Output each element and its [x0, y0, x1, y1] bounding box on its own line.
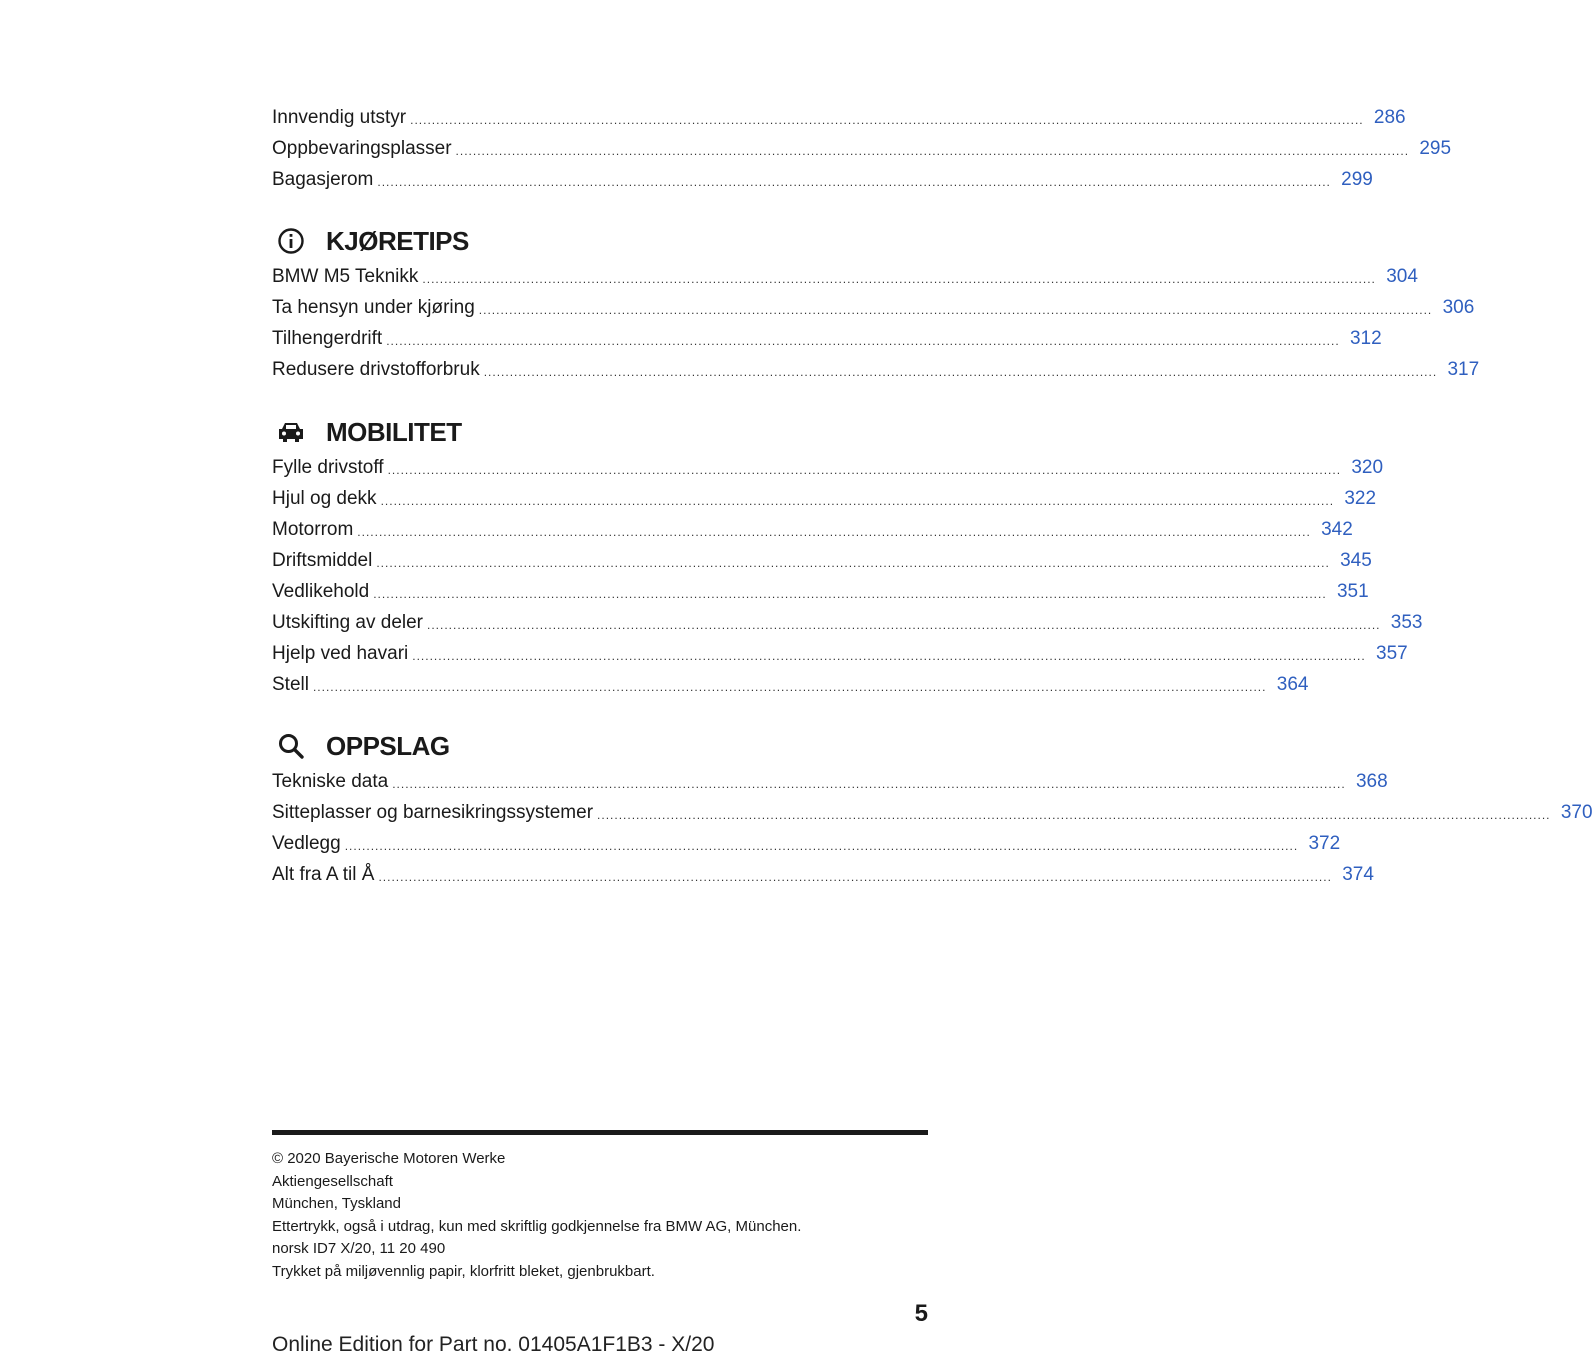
- toc-entry[interactable]: [272, 769, 1388, 795]
- toc-entry-page-link[interactable]: 372: [1308, 833, 1341, 854]
- toc-entry-title: Vedlegg: [272, 833, 341, 854]
- toc-entry-title: Oppbevaringsplasser: [272, 138, 452, 159]
- footer-edition: Online Edition for Part no. 01405A1F1B3 - X/20: [272, 1333, 715, 1356]
- section-title: MOBILITET: [326, 416, 462, 447]
- toc-entry-title: Bagasjerom: [272, 169, 374, 190]
- dot-leader: ............................................................................................................................................................................................................................: [422, 272, 1376, 286]
- toc-entry-title: Hjul og dekk: [272, 488, 377, 509]
- toc-entry-title: Sitteplasser og barnesikringssystemer: [272, 802, 594, 823]
- toc-entry-title: Vedlikehold: [272, 581, 370, 602]
- dot-leader: ............................................................................................................................................................................................................................: [410, 113, 1364, 127]
- imprint-line: München, Tyskland: [272, 1195, 401, 1212]
- dot-leader: ............................................................................................................................................................................................................................: [380, 494, 1335, 508]
- imprint-line: © 2020 Bayerische Motoren Werke: [272, 1150, 506, 1167]
- dot-leader: ............................................................................................................................................................................................................................: [377, 175, 1331, 189]
- toc-entry-title: BMW M5 Teknikk: [272, 266, 419, 287]
- imprint-line: Aktiengesellschaft: [272, 1172, 393, 1190]
- toc-entry[interactable]: [272, 264, 1418, 290]
- section-title: KJØRETIPS: [326, 225, 469, 256]
- toc-entry-page-link[interactable]: 364: [1276, 674, 1309, 695]
- section-heading: [272, 414, 462, 450]
- toc-entry-page-link[interactable]: 370: [1560, 802, 1593, 823]
- toc-entry-page-link[interactable]: 345: [1340, 550, 1372, 571]
- toc-entry[interactable]: [272, 548, 1372, 574]
- toc-entry-page-link[interactable]: 374: [1342, 864, 1374, 885]
- toc-entry[interactable]: [272, 295, 1475, 321]
- car-icon: [276, 417, 306, 447]
- toc-entry-page-link[interactable]: 342: [1321, 519, 1353, 540]
- toc-entry[interactable]: [272, 105, 1406, 131]
- toc-entry-title: Utskifting av deler: [272, 612, 424, 633]
- toc-entry-title: Ta hensyn under kjøring: [272, 297, 475, 318]
- toc-entry[interactable]: [272, 641, 1408, 667]
- dot-leader: ............................................................................................................................................................................................................................: [373, 587, 1327, 601]
- dot-leader: ............................................................................................................................................................................................................................: [357, 525, 1311, 539]
- dot-leader: ............................................................................................................................................................................................................................: [455, 144, 1410, 158]
- toc-entry-page-link[interactable]: 312: [1349, 328, 1382, 349]
- toc-entry[interactable]: [272, 579, 1369, 605]
- toc-entry-title: Innvendig utstyr: [272, 107, 407, 128]
- dot-leader: ............................................................................................................................................................................................................................: [597, 808, 1551, 822]
- dot-leader: ............................................................................................................................................................................................................................: [483, 365, 1438, 379]
- toc-entry-title: Tekniske data: [272, 771, 389, 792]
- dot-leader: ............................................................................................................................................................................................................................: [392, 777, 1346, 791]
- toc-entry-page-link[interactable]: 299: [1341, 169, 1373, 190]
- toc-entry-page-link[interactable]: 351: [1336, 581, 1369, 602]
- toc-entry-page-link[interactable]: 304: [1386, 266, 1418, 287]
- toc-entry[interactable]: [272, 357, 1480, 383]
- imprint-line: Ettertrykk, også i utdrag, kun med skriftlig godkjennelse fra BMW AG, München.: [272, 1217, 802, 1235]
- section-heading: [272, 223, 469, 259]
- imprint-line: norsk ID7 X/20, 11 20 490: [272, 1240, 446, 1257]
- dot-leader: ............................................................................................................................................................................................................................: [378, 870, 1332, 884]
- toc-entry-title: Motorrom: [272, 519, 354, 540]
- toc-entry-page-link[interactable]: 368: [1355, 771, 1388, 792]
- toc-entry-title: Fylle drivstoff: [272, 457, 384, 478]
- toc-entry-title: Redusere drivstofforbruk: [272, 359, 480, 380]
- info-icon: [276, 226, 306, 256]
- dot-leader: ............................................................................................................................................................................................................................: [312, 680, 1267, 694]
- search-icon: [276, 731, 306, 761]
- toc-entry[interactable]: [272, 800, 1593, 826]
- toc-entry-page-link[interactable]: 353: [1390, 612, 1423, 633]
- section-heading: [272, 728, 450, 764]
- toc-entry[interactable]: [272, 672, 1309, 698]
- dot-leader: ............................................................................................................................................................................................................................: [427, 618, 1381, 632]
- toc-entry-page-link[interactable]: 320: [1351, 457, 1384, 478]
- toc-entry-page-link[interactable]: 322: [1344, 488, 1377, 509]
- dot-leader: ............................................................................................................................................................................................................................: [387, 463, 1342, 477]
- imprint-line: Trykket på miljøvennlig papir, klorfritt bleket, gjenbrukbart.: [272, 1262, 655, 1280]
- divider-rule: [272, 1130, 928, 1135]
- toc-entry-page-link[interactable]: 306: [1442, 297, 1475, 318]
- toc-entry[interactable]: [272, 517, 1353, 543]
- toc-entry-title: Driftsmiddel: [272, 550, 373, 571]
- toc-entry[interactable]: [272, 610, 1423, 636]
- page-number: 5: [914, 1300, 928, 1327]
- dot-leader: ............................................................................................................................................................................................................................: [478, 303, 1433, 317]
- imprint: [272, 1148, 928, 1283]
- dot-leader: ............................................................................................................................................................................................................................: [412, 649, 1366, 663]
- dot-leader: ............................................................................................................................................................................................................................: [344, 839, 1299, 853]
- section-title: OPPSLAG: [326, 730, 450, 761]
- toc-entry[interactable]: [272, 326, 1382, 352]
- toc-entry[interactable]: [272, 862, 1374, 888]
- toc-entry-page-link[interactable]: 295: [1419, 138, 1452, 159]
- toc-entry-title: Hjelp ved havari: [272, 643, 409, 664]
- toc-entry[interactable]: [272, 167, 1373, 193]
- toc-entry-page-link[interactable]: 357: [1376, 643, 1408, 664]
- toc-entry[interactable]: [272, 455, 1384, 481]
- toc-entry-page-link[interactable]: 317: [1447, 359, 1480, 380]
- toc-entry-page-link[interactable]: 286: [1373, 107, 1406, 128]
- dot-leader: ............................................................................................................................................................................................................................: [376, 556, 1330, 570]
- toc-entry[interactable]: [272, 486, 1377, 512]
- dot-leader: ............................................................................................................................................................................................................................: [386, 334, 1340, 348]
- toc-entry-title: Tilhengerdrift: [272, 328, 383, 349]
- toc-entry-title: Alt fra A til Å: [272, 864, 375, 885]
- toc-entry[interactable]: [272, 136, 1452, 162]
- toc-entry-title: Stell: [272, 674, 309, 695]
- toc-entry[interactable]: [272, 831, 1341, 857]
